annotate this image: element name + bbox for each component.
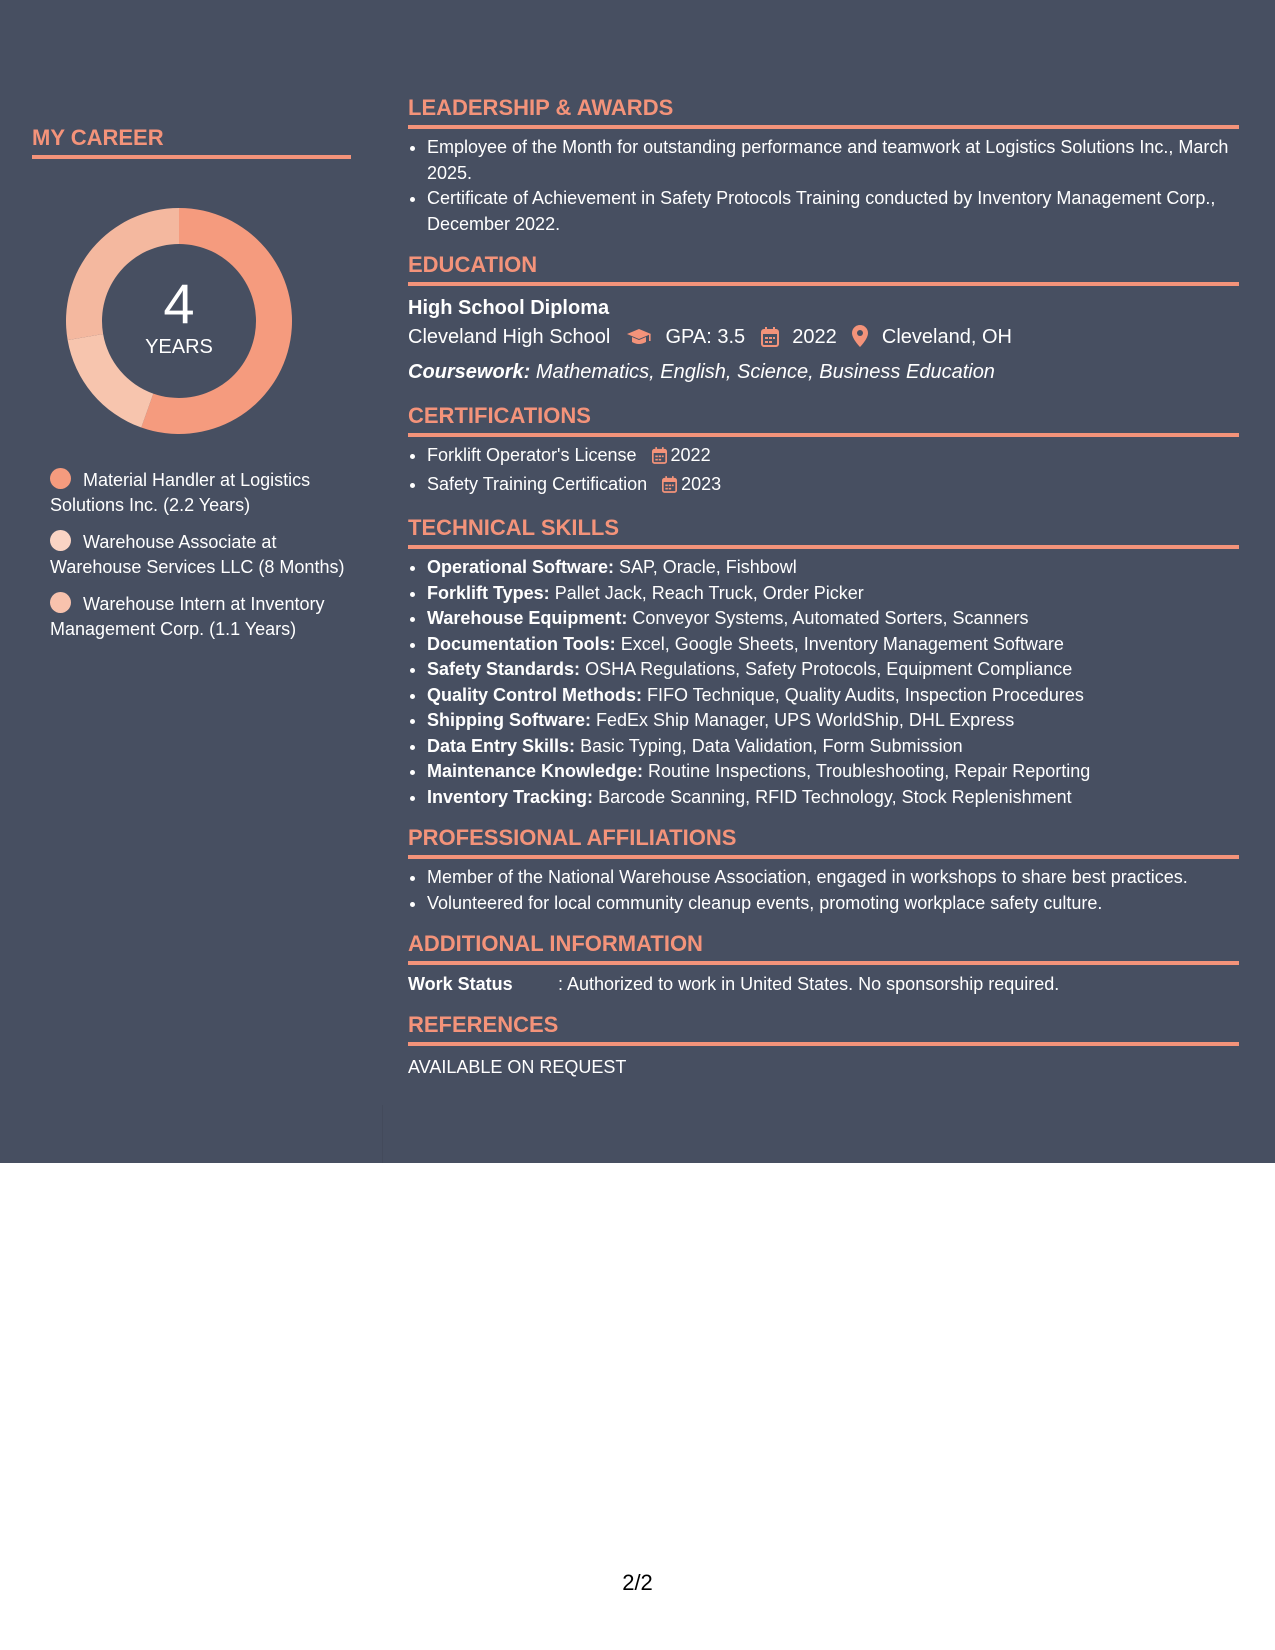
list-item [427, 759, 1239, 785]
references-title: REFERENCES [408, 1011, 1239, 1046]
career-sidebar [32, 124, 351, 654]
legend-label: Warehouse Associate at Warehouse Services LLC (8 Months) [50, 532, 345, 577]
list-item [427, 683, 1239, 709]
additional-section [408, 930, 1239, 997]
affiliations-title: PROFESSIONAL AFFILIATIONS [408, 824, 1239, 859]
work-status [408, 971, 1239, 997]
degree: High School Diploma [408, 297, 610, 319]
skill-label: Data Entry Skills: [427, 735, 576, 756]
list-item [427, 555, 1239, 581]
main-content [408, 94, 1239, 1088]
skill-value: Pallet Jack, Reach Truck, Order Picker [554, 582, 864, 603]
skill-value: Excel, Google Sheets, Inventory Management Software [620, 633, 1064, 654]
list-item [427, 606, 1239, 632]
coursework-value: Mathematics, English, Science, Business Education [535, 361, 995, 383]
list-item: • Certificate of Achievement in Safety Protocols Training conducted by Inventory Management Corp., December 2022. [427, 186, 1239, 237]
education-section [408, 251, 1239, 388]
skill-value: FIFO Technique, Quality Audits, Inspection Procedures [647, 684, 1084, 705]
references-section [408, 1011, 1239, 1080]
list-item [427, 632, 1239, 658]
skill-label: Operational Software: [427, 557, 615, 577]
calendar-icon [662, 475, 677, 501]
skill-value: Routine Inspections, Troubleshooting, Repair Reporting [648, 761, 1091, 781]
certifications-list [408, 443, 1239, 500]
leadership-title: LEADERSHIP & AWARDS [408, 94, 1239, 129]
skill-label: Inventory Tracking: [427, 786, 594, 807]
education-details [408, 322, 1239, 357]
certification-year: 2023 [681, 473, 722, 494]
legend-item [50, 468, 351, 518]
affiliations-section [408, 824, 1239, 916]
certification-name: Forklift Operator's License [427, 445, 637, 465]
skill-label: Shipping Software: [427, 710, 591, 730]
column-divider [382, 1105, 383, 1163]
career-donut-chart [66, 208, 292, 434]
references-text: AVAILABLE ON REQUEST [408, 1057, 627, 1077]
legend-item [50, 530, 351, 580]
skill-value: Barcode Scanning, RFID Technology, Stock Replenishment [598, 786, 1072, 807]
skills-section [408, 514, 1239, 810]
legend-item [50, 592, 351, 642]
skill-value: Basic Typing, Data Validation, Form Submission [580, 735, 963, 756]
school-name: Cleveland High School [408, 326, 611, 348]
skill-label: Quality Control Methods: [427, 684, 642, 705]
coursework [408, 357, 1239, 388]
gpa: GPA: 3.5 [665, 326, 746, 348]
skill-value: OSHA Regulations, Safety Protocols, Equipment Compliance [585, 659, 1073, 679]
page-number: 2/2 [622, 1570, 653, 1595]
certifications-section [408, 402, 1239, 500]
skill-value: SAP, Oracle, Fishbowl [619, 557, 797, 577]
certifications-title: CERTIFICATIONS [408, 402, 1239, 437]
legend-label: Material Handler at Logistics Solutions Inc. (2.2 Years) [50, 470, 311, 515]
list-item [427, 443, 1239, 472]
legend-dot [50, 468, 71, 489]
list-item [427, 472, 1239, 501]
calendar-icon [761, 326, 779, 357]
skill-label: Forklift Types: [427, 582, 550, 603]
skill-label: Documentation Tools: [427, 633, 616, 654]
additional-title: ADDITIONAL INFORMATION [408, 930, 1239, 965]
work-status-label: Work Status [408, 974, 513, 994]
coursework-label: Coursework: [408, 361, 531, 383]
skill-label: Maintenance Knowledge: [427, 761, 644, 781]
skill-label: Warehouse Equipment: [427, 608, 628, 628]
work-status-value: : Authorized to work in United States. No sponsorship required. [558, 974, 1060, 994]
list-item: • Volunteered for local community cleanup events, promoting workplace safety culture. [427, 891, 1239, 917]
calendar-icon [652, 446, 667, 472]
legend-dot [50, 530, 71, 551]
list-item [427, 657, 1239, 683]
skills-list [408, 555, 1239, 810]
list-item [427, 734, 1239, 760]
list-item [427, 581, 1239, 607]
affiliations-list [408, 865, 1239, 916]
list-item: • Member of the National Warehouse Association, engaged in workshops to share best practices. [427, 865, 1239, 891]
list-item [427, 708, 1239, 734]
education-title: EDUCATION [408, 251, 1239, 286]
school-location: Cleveland, OH [881, 326, 1012, 348]
leadership-section [408, 94, 1239, 237]
leadership-list [408, 135, 1239, 237]
skills-title: TECHNICAL SKILLS [408, 514, 1239, 549]
graduation-year: 2022 [792, 326, 837, 348]
certification-year: 2022 [670, 445, 711, 465]
career-title: MY CAREER [32, 124, 351, 159]
skill-value: FedEx Ship Manager, UPS WorldShip, DHL Express [596, 710, 1015, 730]
certification-name: Safety Training Certification [427, 473, 648, 494]
graduation-cap-icon [626, 326, 652, 357]
list-item [427, 785, 1239, 811]
skill-label: Safety Standards: [427, 659, 581, 679]
career-years-value: 4 [163, 272, 195, 335]
career-legend [50, 468, 351, 642]
legend-dot [50, 592, 71, 613]
list-item: • Employee of the Month for outstanding performance and teamwork at Logistics Solutions Inc., March 2025. [427, 135, 1239, 186]
career-years-unit: YEARS [145, 336, 213, 358]
legend-label: Warehouse Intern at Inventory Management Corp. (1.1 Years) [50, 594, 325, 639]
skill-value: Conveyor Systems, Automated Sorters, Scanners [632, 608, 1029, 628]
map-pin-icon [852, 325, 868, 357]
